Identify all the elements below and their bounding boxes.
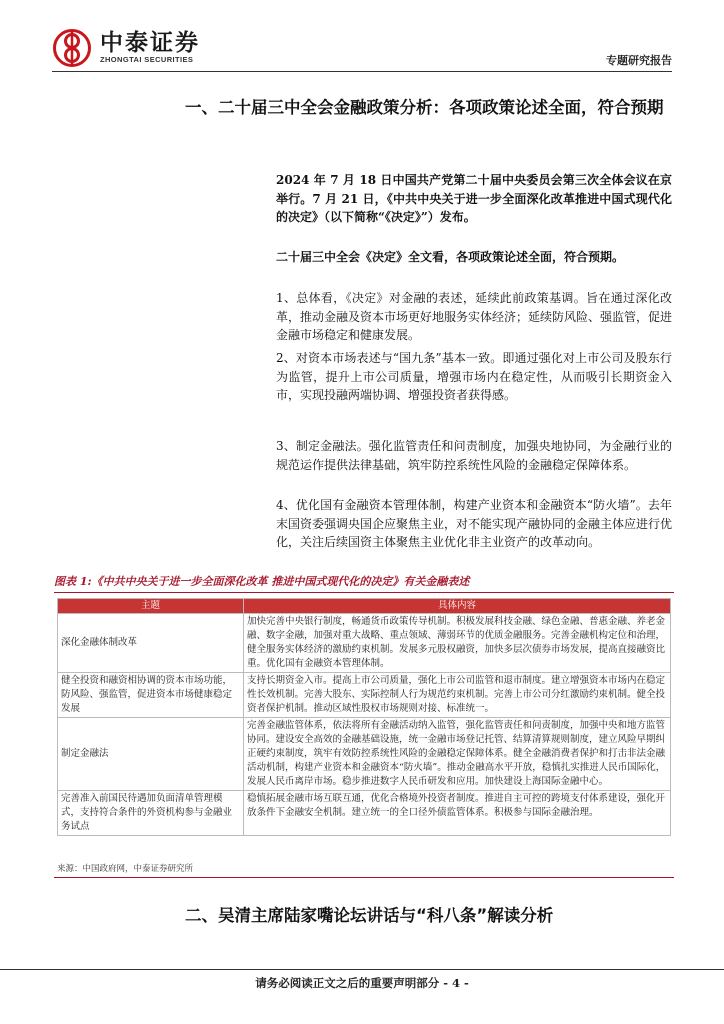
table-cell-content: 稳慎拓展金融市场互联互通，优化合格境外投资者制度。推进自主可控的跨境支付体系建设，强化开放条件下金融安全机制。建立统一的全口径外债监管体系。积极参与国际金融治理。: [244, 791, 671, 836]
table-cell-topic: 深化金融体制改革: [58, 614, 244, 673]
table-cell-topic: 健全投资和融资相协调的资本市场功能，防风险、强监管，促进资本市场健康稳定发展: [58, 673, 244, 718]
table-cell-topic: 制定金融法: [58, 718, 244, 791]
zhongtai-logo-icon: [52, 28, 92, 68]
footer-divider: [0, 969, 724, 970]
logo-english-name: ZHONGTAI SECURITIES: [100, 55, 194, 64]
table-row: [58, 614, 671, 673]
figure-caption: 图表 1:《中共中央关于进一步全面深化改革 推进中国式现代化的决定》有关金融表述: [54, 575, 470, 588]
table-header-topic: 主题: [58, 599, 244, 614]
table-cell-content: 支持长期资金入市。提高上市公司质量，强化上市公司监管和退市制度。建立增强资本市场内在稳定性长效机制。完善大股东、实际控制人行为规范约束机制。完善上市公司分红激励约束机制。健全投资者保护机制。推动区域性股权市场规则对接、标准统一。: [244, 673, 671, 718]
overview-paragraph: 二十届三中全会《决定》全文看，各项政策论述全面，符合预期。: [276, 250, 625, 264]
logo-chinese-name: 中泰证券: [100, 30, 200, 56]
section-2-title: 二、吴清主席陆家嘴论坛讲话与“科八条”解读分析: [185, 906, 554, 925]
company-logo: [52, 28, 200, 68]
report-type-label: 专题研究报告: [606, 54, 672, 67]
table-row: [58, 791, 671, 836]
section-1-title: 一、二十届三中全会金融政策分析：各项政策论述全面，符合预期: [185, 98, 664, 117]
table-cell-content: 完善金融监管体系，依法将所有金融活动纳入监管，强化监管责任和问责制度，加强中央和地方监管协同。建设安全高效的金融基础设施，统一金融市场登记托管、结算清算规则制度，建立风险早期纠正硬约束制度，筑牢有效防控系统性风险的金融稳定保障体系。健全金融消费者保护和打击非法金融活动机制，构建产业资本和金融资本“防火墙”。推动金融高水平开放，稳慎扎实推进人民币国际化，发展人民币离岸市场。稳步推进数字人民币研发和应用。加快建设上海国际金融中心。: [244, 718, 671, 791]
intro-paragraph: 2024 年 7 月 18 日中国共产党第二十届中央委员会第三次全体会议在京举行。7 月 21 日，《中共中央关于进一步全面深化改革推进中国式现代化的决定》（以下简称“《决定》”）发布。: [276, 173, 672, 224]
table-header-row: [58, 599, 671, 614]
policy-table: [57, 598, 671, 836]
table-row: [58, 718, 671, 791]
figure-source: 来源：中国政府网，中泰证券研究所: [57, 864, 194, 874]
header-divider: [52, 71, 672, 72]
footer-disclaimer: 请务必阅读正文之后的重要声明部分 - 4 -: [255, 976, 469, 990]
table-cell-content: 加快完善中央银行制度，畅通货币政策传导机制。积极发展科技金融、绿色金融、普惠金融、养老金融、数字金融，加强对重大战略、重点领域、薄弱环节的优质金融服务。完善金融机构定位和治理，健全服务实体经济的激励约束机制。发展多元股权融资，加快多层次债券市场发展，提高直接融资比重。优化国有金融资本管理体制。: [244, 614, 671, 673]
point-2-paragraph: 2、对资本市场表述与“国九条”基本一致。即通过强化对上市公司及股东行为监管，提升上市公司质量，增强市场内在稳定性，从而吸引长期资金入市，实现投融两端协调、增强投资者获得感。: [276, 351, 672, 402]
figure-top-rule: [54, 592, 674, 593]
table-cell-topic: 完善准入前国民待遇加负面清单管理模式，支持符合条件的外资机构参与金融业务试点: [58, 791, 244, 836]
point-1-paragraph: 1、总体看，《决定》对金融的表述，延续此前政策基调。旨在通过深化改革，推动金融及资本市场更好地服务实体经济；延续防风险、强监管，促进金融市场稳定和健康发展。: [276, 291, 673, 342]
figure-bottom-rule: [54, 877, 674, 878]
table-header-content: 具体内容: [244, 599, 671, 614]
point-4-paragraph: 4、优化国有金融资本管理体制，构建产业资本和金融资本“防火墙”。去年末国资委强调央国企应聚焦主业，对不能实现产融协同的金融主体应进行优化，关注后续国资主体聚焦主业优化非主业资产的改革动向。: [276, 498, 673, 549]
table-row: [58, 673, 671, 718]
point-3-paragraph: 3、制定金融法。强化监管责任和问责制度，加强央地协同，为金融行业的规范运作提供法律基础，筑牢防控系统性风险的金融稳定保障体系。: [276, 439, 672, 472]
